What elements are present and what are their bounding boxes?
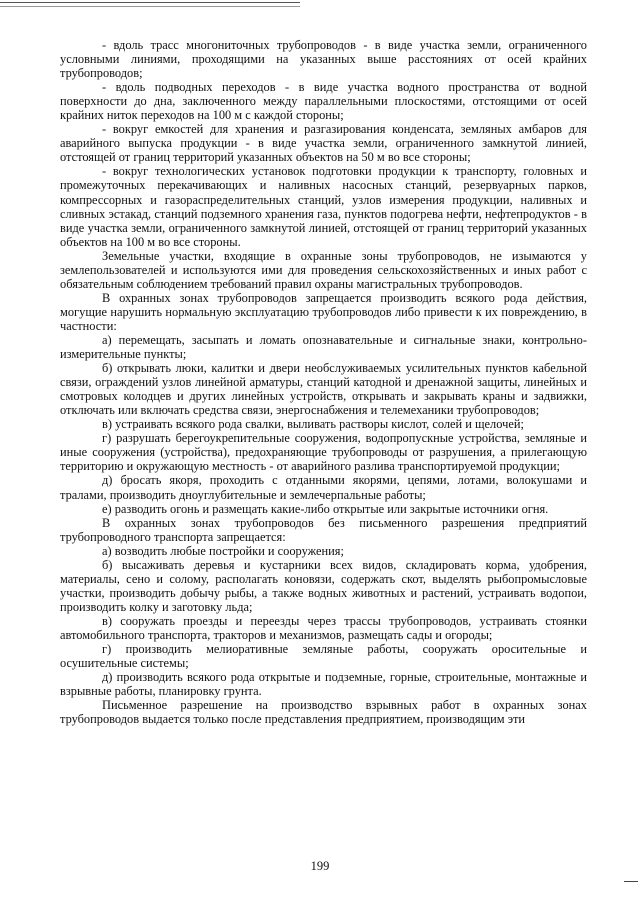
paragraph: в) устраивать всякого рода свалки, выливать растворы кислот, солей и щелочей; <box>102 417 524 432</box>
paragraph: г) разрушать берегоукрепительные сооружения, водопропускные устройства, земляные и иные сооружения (устройства), предохраняющие трубопроводы от разрушения, а прилегающую территорию и окружающую местность - от аварийного разлива транспортируемой продукции; <box>60 431 587 474</box>
paragraph: - вдоль трасс многониточных трубопроводов - в виде участка земли, ограниченного условными линиями, проходящими на указанных выше расстояниях от осей крайних трубопроводов; <box>60 38 587 81</box>
paragraph: В охранных зонах трубопроводов без письменного разрешения предприятий трубопроводного транспорта запрещается: <box>60 515 587 544</box>
document-body <box>60 38 587 726</box>
corner-mark <box>624 881 638 882</box>
page-number: 199 <box>310 859 330 873</box>
paragraph: Письменное разрешение на производство взрывных работ в охранных зонах трубопроводов выдается только после представления предприятием, производящим эти <box>60 698 587 727</box>
top-rule-secondary <box>0 6 300 7</box>
paragraph: д) бросать якоря, проходить с отданными якорями, цепями, лотами, волокушами и тралами, производить дноуглубительные и землечерпальные работы; <box>60 473 587 502</box>
paragraph: г) производить мелиоративные земляные работы, сооружать оросительные и осушительные системы; <box>60 642 587 671</box>
paragraph: Земельные участки, входящие в охранные зоны трубопроводов, не изымаются у землепользователей и используются ими для проведения сельскохозяйственных и иных работ с обязательным соблюдением требований правил охраны магистральных трубопроводов. <box>60 248 587 291</box>
paragraph: - вокруг технологических установок подготовки продукции к транспорту, головных и промежуточных перекачивающих и наливных насосных станций, резервуарных парков, компрессорных и газораспределительных станций, узлов измерения продукции, наливных и сливных эстакад, станций подземного хранения газа, пунктов подогрева нефти, нефтепродуктов - в виде участка земли, ограниченного замкнутой линией, отстоящей от границ территорий указанных объектов на 100 м во все стороны. <box>60 164 587 249</box>
paragraph: д) производить всякого рода открытые и подземные, горные, строительные, монтажные и взрывные работы, планировку грунта. <box>60 670 587 699</box>
paragraph: - вокруг емкостей для хранения и разгазирования конденсата, земляных амбаров для аварийного выпуска продукции - в виде участка земли, ограниченного замкнутой линией, отстоящей от границ территорий указанных объектов на 50 м во все стороны; <box>60 122 587 165</box>
top-rule <box>0 2 300 3</box>
paragraph: а) перемещать, засыпать и ломать опознавательные и сигнальные знаки, контрольно-измерительные пункты; <box>60 332 587 362</box>
paragraph: - вдоль подводных переходов - в виде участка водного пространства от водной поверхности до дна, заключенного между параллельными плоскостями, отстоящими от осей крайних ниток переходов на 100 м с каждой стороны; <box>60 80 587 123</box>
paragraph: В охранных зонах трубопроводов запрещается производить всякого рода действия, могущие нарушить нормальную эксплуатацию трубопроводов либо привести к их повреждению, в частности: <box>60 290 587 333</box>
paragraph: в) сооружать проезды и переезды через трассы трубопроводов, устраивать стоянки автомобильного транспорта, тракторов и механизмов, размещать сады и огороды; <box>60 613 587 642</box>
paragraph: б) высаживать деревья и кустарники всех видов, складировать корма, удобрения, материалы, сено и солому, располагать коновязи, содержать скот, выделять рыбопромысловые участки, производить добычу рыбы, а также водных животных и растений, устраивать водопои, производить колку и заготовку льда; <box>60 557 587 614</box>
paragraph: е) разводить огонь и размещать какие-либо открытые или закрытые источники огня. <box>102 501 549 516</box>
paragraph: а) возводить любые постройки и сооружения; <box>102 543 344 558</box>
paragraph: б) открывать люки, калитки и двери необслуживаемых усилительных пунктов кабельной связи, ограждений узлов линейной арматуры, станций катодной и дренажной защиты, линейных и смотровых колодцев и других линейных устройств, открывать и закрывать краны и задвижки, отключать или включать средства связи, энергоснабжения и телемеханики трубопроводов; <box>60 361 587 418</box>
